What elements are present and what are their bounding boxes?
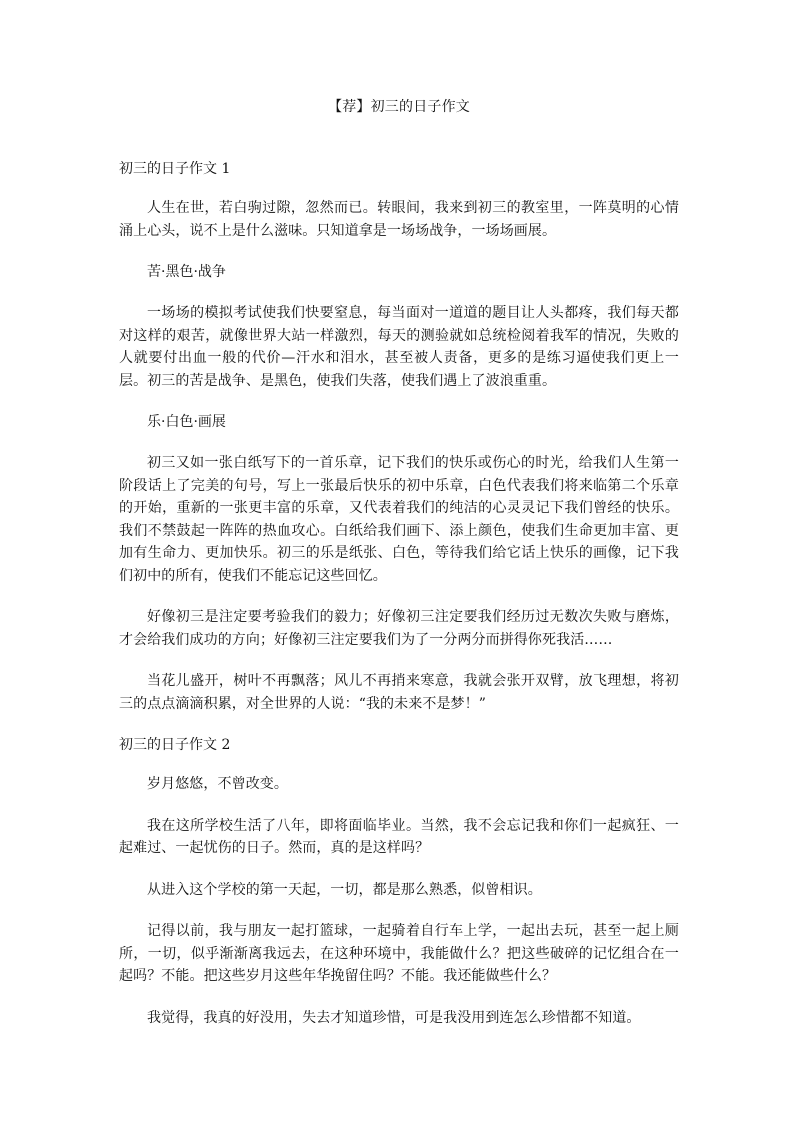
paragraph: 当花儿盛开，树叶不再飘落；风儿不再捎来寒意，我就会张开双臂，放飞理想，将初三的点点滴滴积累，对全世界的人说：“我的未来不是梦！” [119,673,679,712]
subheading-joy: 乐·白色·画展 [147,414,226,430]
paragraph: 好像初三是注定要考验我们的毅力；好像初三注定要我们经历过无数次失败与磨炼，才会给我们成功的方向；好像初三注定要我们为了一分两分而拼得你死我活…… [119,609,679,648]
paragraph: 我在这所学校生活了八年，即将面临毕业。当然，我不会忘记我和你们一起疯狂、一起难过、一起忧伤的日子。然而，真的是这样吗？ [119,817,679,856]
paragraph: 岁月悠悠，不曾改变。 [147,776,288,792]
paragraph: 初三又如一张白纸写下的一首乐章，记下我们的快乐或伤心的时光，给我们人生第一阶段话上了完美的句号，写上一张最后快乐的初中乐章，白色代表我们将来临第二个乐章的开始，重新的一张更丰富的乐章，又代表着我们的纯洁的心灵灵记下我们曾经的快乐。我们不禁鼓起一阵阵的热血攻心。白纸给我们画下、添上颜色，使我们生命更加丰富、更加有生命力、更加快乐。初三的乐是纸张、白色，等待我们给它话上快乐的画像，记下我们初中的所有，使我们不能忘记这些回忆。 [119,455,679,584]
paragraph: 我觉得，我真的好没用，失去才知道珍惜，可是我没用到连怎么珍惜都不知道。 [147,1009,641,1026]
document-title: 【荐】初三的日子作文 [328,99,470,115]
paragraph: 人生在世，若白驹过隙，忽然而已。转眼间，我来到初三的教室里，一阵莫明的心情涌上心头，说不上是什么滋味。只知道拿是一场场战争，一场场画展。 [119,200,679,239]
paragraph: 记得以前，我与朋友一起打篮球，一起骑着自行车上学，一起出去玩，甚至一起上厕所，一切，似乎渐渐离我远去，在这种环境中，我能做什么？把这些破碎的记忆组合在一起吗？不能。把这些岁月这些年华挽留住吗？不能。我还能做些什么？ [119,923,679,984]
paragraph: 从进入这个学校的第一天起，一切，都是那么熟悉，似曾相识。 [147,881,542,898]
document-body [119,96,679,1048]
paragraph: 一场场的模拟考试使我们快要窒息，每当面对一道道的题目让人头都疼，我们每天都对这样的艰苦，就像世界大站一样激烈，每天的测验就如总统检阅着我军的情况，失败的人就要付出血一般的代价—汗水和泪水，甚至被人责备，更多的是练习逼使我们更上一层。初三的苦是战争、是黑色，使我们失落，使我们遇上了波浪重重。 [119,305,679,389]
section-heading-2: 初三的日子作文 2 [119,737,231,753]
subheading-bitter: 苦·黑色·战争 [147,264,226,280]
section-heading-1: 初三的日子作文 1 [119,161,231,177]
